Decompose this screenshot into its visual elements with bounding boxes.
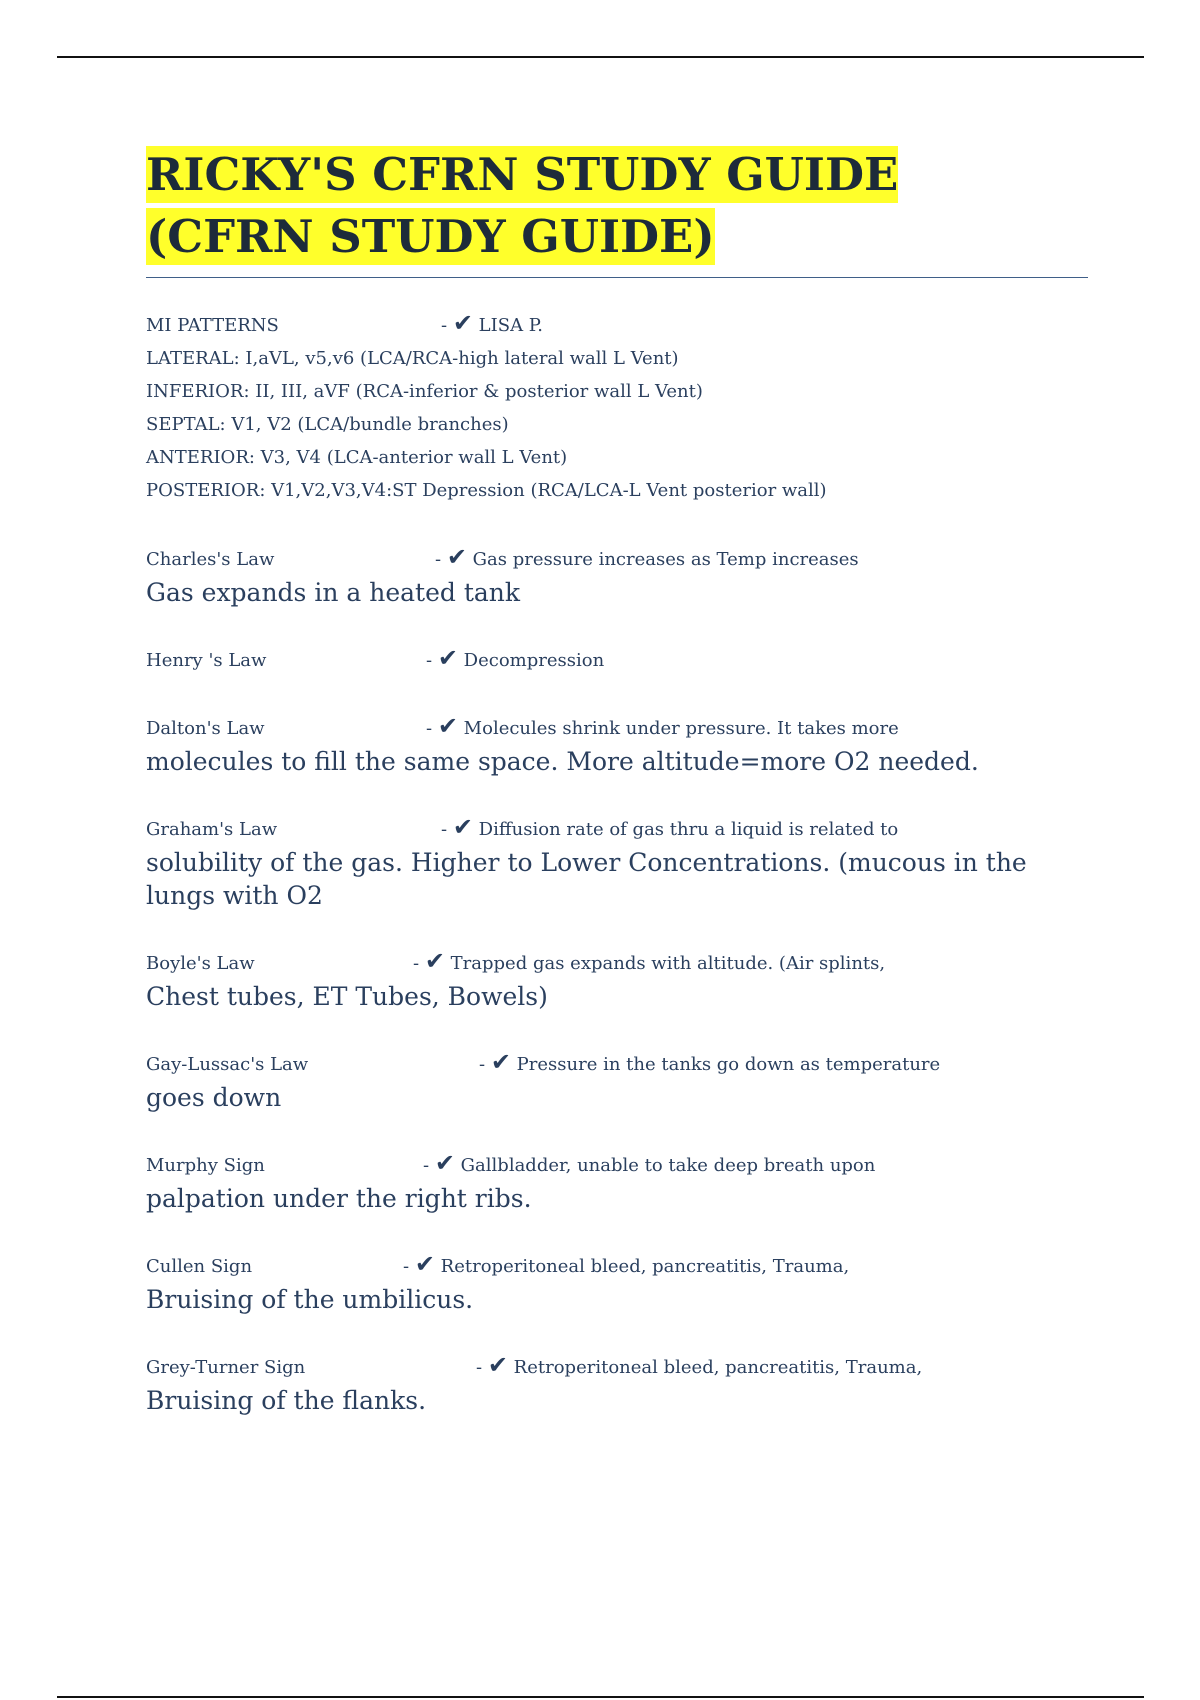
separator: -	[413, 953, 420, 974]
checkmark-icon: ✔	[452, 309, 473, 337]
separator: -	[403, 1256, 410, 1277]
term: Henry 's Law	[146, 650, 267, 671]
entry-first-line	[146, 1147, 1106, 1182]
term: Cullen Sign	[146, 1256, 253, 1277]
checkmark-icon: ✔	[490, 1048, 511, 1076]
answer-continued: Gas expands in a heated tank	[146, 578, 521, 607]
term: Boyle's Law	[146, 953, 255, 974]
checkmark-icon: ✔	[414, 1250, 435, 1278]
separator: -	[423, 1155, 430, 1176]
term: Dalton's Law	[146, 718, 265, 739]
dalton-law-entry	[146, 710, 1106, 778]
answer: Diffusion rate of gas thru a liquid is related to	[478, 819, 899, 840]
separator: -	[441, 819, 448, 840]
murphy-sign-entry	[146, 1147, 1106, 1215]
term: Murphy Sign	[146, 1155, 265, 1176]
checkmark-icon: ✔	[434, 1149, 455, 1177]
term: Grey-Turner Sign	[146, 1357, 306, 1378]
entry-first-line	[146, 1046, 1106, 1081]
mi-patterns-entry	[146, 307, 1106, 507]
entry-first-line	[146, 1248, 1106, 1283]
entry-first-line	[146, 945, 1106, 980]
document-title	[146, 144, 1066, 268]
grey-turner-sign-entry	[146, 1349, 1106, 1417]
title-highlight: RICKY'S CFRN STUDY GUIDE (CFRN STUDY GUIDE)	[146, 148, 899, 263]
answer: Retroperitoneal bleed, pancreatitis, Trauma,	[513, 1357, 923, 1378]
title-underline	[146, 277, 1088, 278]
bottom-border-line	[57, 1696, 1144, 1698]
top-border-line	[57, 56, 1144, 58]
answer-continued: Bruising of the umbilicus.	[146, 1285, 474, 1314]
answer: Gallbladder, unable to take deep breath upon	[460, 1155, 876, 1176]
separator: -	[426, 718, 433, 739]
answer-continued: Bruising of the flanks.	[146, 1386, 427, 1415]
henry-law-entry	[146, 642, 1106, 677]
separator: -	[479, 1054, 486, 1075]
entry-first-line	[146, 1349, 1106, 1384]
answer: Trapped gas expands with altitude. (Air splints,	[450, 953, 886, 974]
answer-continued: goes down	[146, 1083, 282, 1112]
boyle-law-entry	[146, 945, 1106, 1013]
mi-inferior-line: INFERIOR: II, III, aVF (RCA-inferior & posterior wall L Vent)	[146, 381, 703, 402]
entry-first-line	[146, 710, 1106, 745]
answer: Gas pressure increases as Temp increases	[472, 549, 859, 570]
study-guide-content	[146, 307, 1106, 1450]
answer-continued: Chest tubes, ET Tubes, Bowels)	[146, 982, 548, 1011]
entry-first-line	[146, 541, 1106, 576]
separator: -	[441, 315, 448, 336]
term: Gay-Lussac's Law	[146, 1054, 309, 1075]
answer: Retroperitoneal bleed, pancreatitis, Trauma,	[440, 1256, 850, 1277]
term: Charles's Law	[146, 549, 275, 570]
answer: Molecules shrink under pressure. It takes more	[463, 718, 899, 739]
cullen-sign-entry	[146, 1248, 1106, 1316]
term: MI PATTERNS	[146, 315, 279, 336]
checkmark-icon: ✔	[424, 947, 445, 975]
answer-continued: molecules to fill the same space. More altitude=more O2 needed.	[146, 747, 979, 776]
checkmark-icon: ✔	[487, 1351, 508, 1379]
term: Graham's Law	[146, 819, 278, 840]
checkmark-icon: ✔	[452, 813, 473, 841]
separator: -	[426, 650, 433, 671]
charles-law-entry	[146, 541, 1106, 609]
entry-first-line	[146, 307, 1106, 342]
checkmark-icon: ✔	[446, 543, 467, 571]
answer: LISA P.	[478, 315, 543, 336]
gay-lussac-law-entry	[146, 1046, 1106, 1114]
mi-septal-line: SEPTAL: V1, V2 (LCA/bundle branches)	[146, 414, 509, 435]
answer: Pressure in the tanks go down as temperature	[516, 1054, 941, 1075]
graham-law-entry	[146, 811, 1106, 912]
checkmark-icon: ✔	[437, 712, 458, 740]
mi-lateral-line: LATERAL: I,aVL, v5,v6 (LCA/RCA-high lateral wall L Vent)	[146, 348, 679, 369]
mi-anterior-line: ANTERIOR: V3, V4 (LCA-anterior wall L Vent)	[146, 447, 568, 468]
checkmark-icon: ✔	[437, 644, 458, 672]
answer: Decompression	[463, 650, 605, 671]
answer-continued: solubility of the gas. Higher to Lower Concentrations. (mucous in the lungs with O2	[146, 848, 1027, 910]
entry-first-line	[146, 642, 1106, 677]
separator: -	[476, 1357, 483, 1378]
separator: -	[435, 549, 442, 570]
entry-first-line	[146, 811, 1106, 846]
mi-posterior-line: POSTERIOR: V1,V2,V3,V4:ST Depression (RCA/LCA-L Vent posterior wall)	[146, 480, 827, 501]
answer-continued: palpation under the right ribs.	[146, 1184, 532, 1213]
